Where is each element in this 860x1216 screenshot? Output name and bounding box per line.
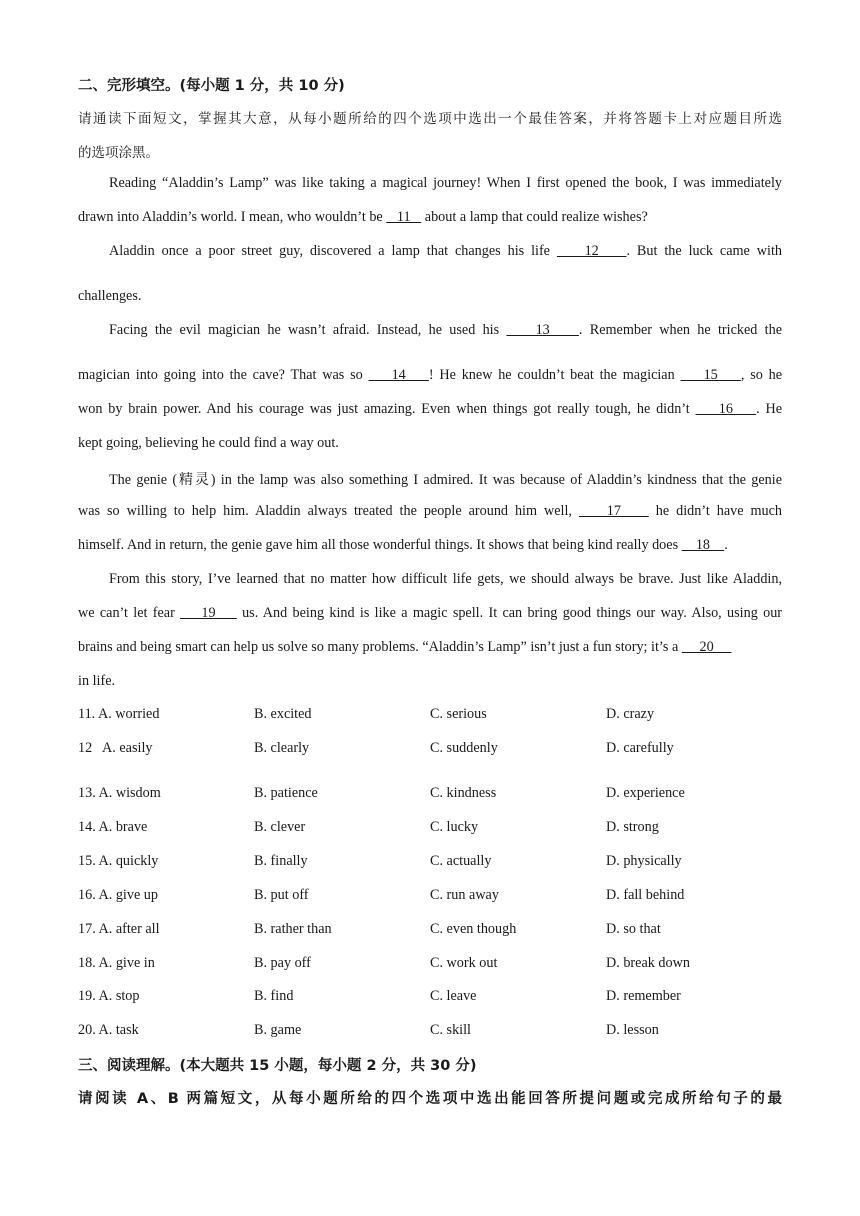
passage-line: himself. And in return, the genie gave him all those wonderful things. It shows that being kind really does 18 . [78,537,728,553]
passage-line: Facing the evil magician he wasn’t afraid. Instead, he used his 13 . Remember when he tricked the [109,322,782,338]
passage-line: drawn into Aladdin’s world. I mean, who wouldn’t be 11 about a lamp that could realize wishes? [78,209,648,225]
passage-line: challenges. [78,288,142,304]
passage-line: in life. [78,673,116,689]
blank-14: 14 [368,367,429,383]
option-d: D. carefully [606,740,674,756]
option-a: 16. A. give up [78,887,158,903]
blank-15: 15 [680,367,741,383]
section-heading-reading: 三、阅读理解。(本大题共 15 小题，每小题 2 分，共 30 分) [78,1058,477,1074]
blank-18: 18 [681,537,725,553]
option-row-19 [78,988,782,1008]
option-c: C. work out [430,955,498,971]
reading-instruction: 请阅读 A、B 两篇短文，从每小题所给的四个选项中选出能回答所提问题或完成所给句子的最 [78,1091,782,1107]
option-b: B. put off [254,887,309,903]
passage-line: From this story, I’ve learned that no matter how difficult life gets, we should always be brave. Just like Aladdin, [109,571,782,587]
option-row-16 [78,887,782,907]
option-b: B. clearly [254,740,310,756]
passage-line: Reading “Aladdin’s Lamp” was like taking a magical journey! When I first opened the book, I was immediately [109,175,782,191]
blank-13: 13 [506,322,579,338]
option-row-12 [78,740,782,760]
passage-line: The genie (精灵) in the lamp was also something I admired. It was because of Aladdin’s kindness that the genie [109,472,782,488]
option-c: C. kindness [430,785,497,801]
option-d: D. remember [606,988,681,1004]
option-d: D. physically [606,853,682,869]
option-d: D. lesson [606,1022,659,1038]
option-c: C. even though [430,921,517,937]
option-c: C. leave [430,988,477,1004]
option-a: 11. A. worried [78,706,160,722]
blank-16: 16 [695,401,757,417]
passage-line: Aladdin once a poor street guy, discovered a lamp that changes his life 12 . But the luck came with [109,243,782,259]
option-d: D. so that [606,921,661,937]
blank-12: 12 [556,243,627,259]
option-d: D. fall behind [606,887,685,903]
option-c: C. suddenly [430,740,498,756]
option-b: B. game [254,1022,302,1038]
option-c: C. actually [430,853,492,869]
cloze-instruction-line-1: 请通读下面短文，掌握其大意，从每小题所给的四个选项中选出一个最佳答案，并将答题卡上对应题目所选 [78,111,782,127]
option-row-13 [78,785,782,805]
blank-19: 19 [180,605,237,621]
option-d: D. experience [606,785,685,801]
option-b: B. find [254,988,294,1004]
option-row-20 [78,1022,782,1042]
option-row-14 [78,819,782,839]
option-c: C. lucky [430,819,479,835]
option-c: C. run away [430,887,499,903]
option-a: 14. A. brave [78,819,148,835]
passage-line: brains and being smart can help us solve so many problems. “Aladdin’s Lamp” isn’t just a fun story; it’s a 20 [78,639,732,655]
option-row-17 [78,921,782,941]
option-a: 19. A. stop [78,988,140,1004]
option-b: B. clever [254,819,306,835]
option-c: C. skill [430,1022,471,1038]
option-a: 17. A. after all [78,921,160,937]
option-d: D. strong [606,819,659,835]
option-b: B. pay off [254,955,311,971]
option-a: 18. A. give in [78,955,155,971]
option-row-11 [78,706,782,726]
option-a: 20. A. task [78,1022,139,1038]
option-b: B. patience [254,785,318,801]
option-c: C. serious [430,706,487,722]
option-a: 12 A. easily [78,740,153,756]
passage-line: magician into going into the cave? That was so 14 ! He knew he couldn’t beat the magician 15 , so he [78,367,782,383]
section-heading-cloze: 二、完形填空。(每小题 1 分，共 10 分) [78,78,345,94]
option-b: B. finally [254,853,308,869]
blank-17: 17 [578,503,649,519]
option-b: B. rather than [254,921,332,937]
blank-11: 11 [386,209,422,225]
passage-line: we can’t let fear 19 us. And being kind is like a magic spell. It can bring good things our way. Also, using our [78,605,783,621]
option-row-18 [78,955,782,975]
passage-line: won by brain power. And his courage was just amazing. Even when things got really tough, he didn’t 16 . He [78,401,783,417]
option-a: 13. A. wisdom [78,785,161,801]
option-b: B. excited [254,706,312,722]
option-d: D. break down [606,955,690,971]
cloze-instruction-line-2: 的选项涂黑。 [78,145,159,161]
passage-line: kept going, believing he could find a way out. [78,435,339,451]
option-a: 15. A. quickly [78,853,159,869]
passage-line: was so willing to help him. Aladdin always treated the people around him well, 17 he didn’t have much [78,503,783,519]
option-d: D. crazy [606,706,655,722]
option-row-15 [78,853,782,873]
blank-20: 20 [681,639,732,655]
